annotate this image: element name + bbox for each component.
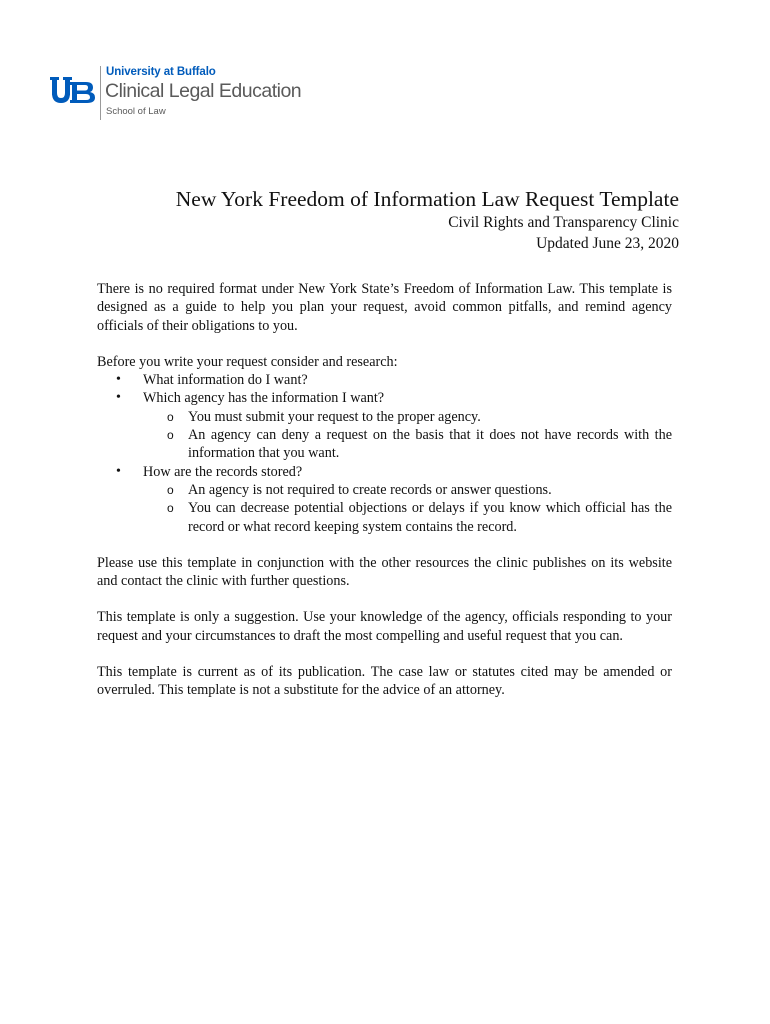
logo-unit-name: Clinical Legal Education xyxy=(105,80,302,102)
research-list xyxy=(97,371,672,536)
sub-bullet-icon: o xyxy=(167,409,174,424)
resources-paragraph: Please use this template in conjunction with the other resources the clinic publishes on its website and contact the clinic with further questions. xyxy=(97,554,672,590)
sub-list xyxy=(143,481,672,536)
list-item-text: How are the records stored? xyxy=(143,463,303,480)
sub-list-item xyxy=(143,426,672,463)
sub-list-item-text: An agency can deny a request on the basis that it does not have records with the information that you want. xyxy=(188,427,672,462)
list-item xyxy=(97,371,672,389)
list-item-text: Which agency has the information I want? xyxy=(143,390,385,407)
logo-university-name: University at Buffalo xyxy=(106,66,216,78)
sub-list-item xyxy=(143,408,672,426)
list-heading: Before you write your request consider and research: xyxy=(97,353,398,370)
list-item xyxy=(97,389,672,462)
bullet-icon: • xyxy=(116,390,121,406)
sub-list-item xyxy=(143,499,672,536)
updated-date: Updated June 23, 2020 xyxy=(536,235,679,252)
bullet-icon: • xyxy=(116,372,121,388)
title-block xyxy=(176,186,679,254)
logo-school-name: School of Law xyxy=(106,106,166,117)
sub-list-item-text: An agency is not required to create records or answer questions. xyxy=(188,481,552,498)
sub-bullet-icon: o xyxy=(167,428,174,443)
logo-divider xyxy=(100,66,101,120)
sub-list-item-text: You must submit your request to the proper agency. xyxy=(188,408,481,425)
sub-bullet-icon: o xyxy=(167,482,174,497)
suggestion-paragraph: This template is only a suggestion. Use your knowledge of the agency, officials responding to your request and your circumstances to draft the most compelling and useful request that you can. xyxy=(97,609,672,644)
sub-list-item-text: You can decrease potential objections or delays if you know which official has the record or what record keeping system contains the record. xyxy=(188,500,672,535)
sub-list xyxy=(143,408,672,463)
clinic-name: Civil Rights and Transparency Clinic xyxy=(448,214,679,231)
ub-clinical-legal-education-logo xyxy=(50,66,320,120)
sub-list-item xyxy=(143,481,672,499)
list-item-text: What information do I want? xyxy=(143,372,308,389)
intro-paragraph: There is no required format under New York State’s Freedom of Information Law. This template is designed as a guide to help you plan your request, avoid common pitfalls, and remind agency officials of their obligations to you. xyxy=(97,281,672,334)
sub-bullet-icon: o xyxy=(167,501,174,516)
list-item xyxy=(97,463,672,536)
bullet-icon: • xyxy=(116,463,121,479)
document-body xyxy=(97,280,672,700)
document-title: New York Freedom of Information Law Request Template xyxy=(175,187,679,211)
current-paragraph: This template is current as of its publication. The case law or statutes cited may be amended or overruled. This template is not a substitute for the advice of an attorney. xyxy=(97,664,672,699)
ub-logo-icon xyxy=(50,77,96,103)
